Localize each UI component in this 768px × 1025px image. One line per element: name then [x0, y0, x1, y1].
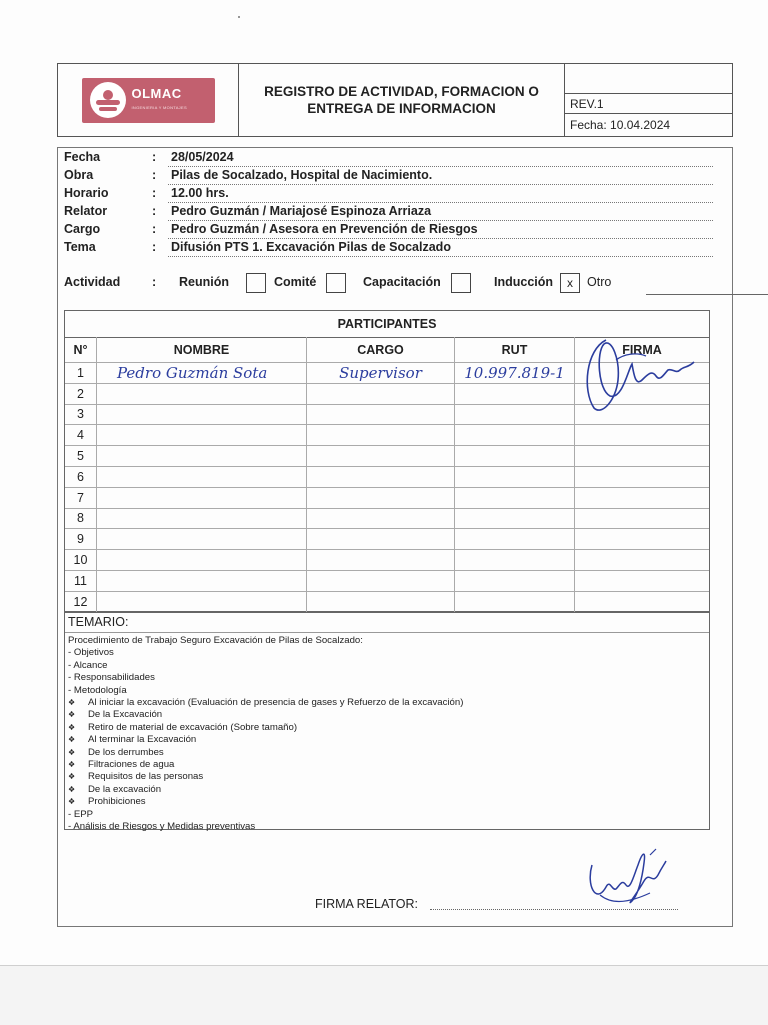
cell-number: 6: [65, 467, 97, 487]
cell-number: 12: [65, 592, 97, 613]
cell-cargo[interactable]: [307, 467, 455, 487]
info-label: Relator: [64, 204, 108, 218]
comite-label: Comité: [274, 275, 317, 289]
activity-label: Actividad: [64, 275, 121, 289]
table-row: [65, 550, 709, 571]
logo-text: OLMAC: [131, 85, 182, 101]
cell-nombre[interactable]: [97, 509, 307, 529]
info-label: Obra: [64, 168, 94, 182]
temario-item: ❖ Retiro de material de excavación (Sobre tamaño): [68, 722, 463, 734]
header-cell-rut: RUT: [455, 337, 575, 362]
cell-firma[interactable]: [575, 571, 709, 591]
revision-number: REV.1: [565, 94, 732, 114]
cell-cargo[interactable]: [307, 550, 455, 570]
info-row-tema: [64, 240, 714, 258]
temario-item: - Análisis de Riesgos y Medidas preventivas: [68, 821, 256, 833]
temario-item: ❖ Prohibiciones: [68, 796, 463, 808]
cell-cargo[interactable]: [307, 384, 455, 404]
info-colon: :: [152, 240, 157, 254]
temario-item: ❖ Al terminar la Excavación: [68, 734, 463, 746]
table-row: [65, 467, 709, 488]
temario-item: Procedimiento de Trabajo Seguro Excavación de Pilas de Socalzado:: [68, 635, 363, 646]
table-row: [65, 592, 709, 613]
cell-number: 1: [65, 363, 97, 383]
table-row: [65, 488, 709, 509]
logo-cell: [58, 64, 239, 136]
cell-rut[interactable]: [455, 509, 575, 529]
form-title: [239, 64, 565, 136]
info-value: 12.00 hrs.: [171, 186, 229, 200]
info-row-fecha: [64, 150, 714, 168]
cell-cargo[interactable]: [307, 592, 455, 613]
cell-cargo[interactable]: Supervisor: [307, 363, 455, 383]
reunion-label: Reunión: [179, 275, 229, 289]
cell-cargo[interactable]: [307, 405, 455, 425]
table-row: [65, 529, 709, 550]
info-value: Difusión PTS 1. Excavación Pilas de Socalzado: [171, 240, 451, 254]
cell-cargo[interactable]: [307, 509, 455, 529]
temario-item: ❖ De los derrumbes: [68, 747, 463, 759]
cell-firma[interactable]: [575, 467, 709, 487]
firma-relator-label: FIRMA RELATOR:: [315, 897, 419, 911]
temario-item: ❖ De la excavación: [68, 784, 463, 796]
temario-item: ❖ Al iniciar la excavación (Evaluación de presencia de gases y Refuerzo de la excavación): [68, 697, 463, 709]
cell-nombre[interactable]: [97, 425, 307, 445]
cell-number: 7: [65, 488, 97, 508]
cell-number: 4: [65, 425, 97, 445]
temario-item: - Alcance: [68, 659, 108, 671]
info-value: Pedro Guzmán / Asesora en Prevención de Riesgos: [171, 222, 478, 236]
cell-firma[interactable]: [575, 550, 709, 570]
participants-title: PARTICIPANTES: [65, 311, 709, 338]
cell-number: 8: [65, 509, 97, 529]
cell-number: 2: [65, 384, 97, 404]
otro-line: [646, 294, 768, 295]
cell-rut[interactable]: 10.997.819-1: [455, 363, 575, 383]
logo-emblem: [90, 82, 126, 118]
form-title-line1: REGISTRO DE ACTIVIDAD, FORMACION O: [264, 84, 539, 99]
cell-number: 11: [65, 571, 97, 591]
info-value: Pilas de Socalzado, Hospital de Nacimiento.: [171, 168, 433, 182]
info-colon: :: [152, 204, 157, 218]
comite-checkbox[interactable]: [326, 273, 346, 293]
cell-rut[interactable]: [455, 405, 575, 425]
capacitacion-label: Capacitación: [363, 275, 441, 289]
cell-firma[interactable]: [575, 488, 709, 508]
cell-cargo[interactable]: [307, 488, 455, 508]
temario-item: - Objetivos: [68, 647, 114, 659]
induccion-label: Inducción: [494, 275, 554, 289]
info-label: Fecha: [64, 150, 101, 164]
reunion-checkbox[interactable]: [246, 273, 266, 293]
temario-item: - Metodología: [68, 684, 127, 696]
info-row-relator: [64, 204, 714, 222]
cell-nombre[interactable]: [97, 405, 307, 425]
otro-label: Otro: [587, 275, 612, 289]
info-row-horario: [64, 186, 714, 204]
info-value: Pedro Guzmán / Mariajosé Espinoza Arriaza: [171, 204, 432, 218]
header-cell-number: N°: [65, 337, 97, 362]
cell-rut[interactable]: [455, 592, 575, 613]
olmac-logo: [82, 78, 215, 123]
revision-date: Fecha: 10.04.2024: [570, 118, 671, 132]
temario-item: ❖ De la Excavación: [68, 709, 463, 721]
temario-item: ❖ Filtraciones de agua: [68, 759, 463, 771]
cell-cargo[interactable]: [307, 571, 455, 591]
relator-signature: [580, 835, 670, 915]
temario-item: - EPP: [68, 808, 94, 820]
cell-rut[interactable]: [455, 425, 575, 445]
cell-nombre[interactable]: Pedro Guzmán Sota: [97, 363, 307, 383]
cell-rut[interactable]: [455, 446, 575, 466]
cell-firma[interactable]: [575, 592, 709, 613]
cell-firma[interactable]: [575, 529, 709, 549]
cell-firma[interactable]: [575, 446, 709, 466]
participant-signature: [576, 330, 702, 416]
activity-colon: :: [152, 275, 157, 289]
temario-box: [64, 612, 710, 833]
induccion-checkbox[interactable]: x: [560, 273, 580, 293]
temario-item: ❖ Requisitos de las personas: [68, 771, 463, 783]
temario-heading: TEMARIO:: [68, 615, 129, 629]
info-colon: :: [152, 186, 157, 200]
cell-cargo[interactable]: [307, 425, 455, 445]
cell-nombre[interactable]: [97, 384, 307, 404]
revision-blank: [565, 64, 732, 94]
temario-list: [68, 635, 463, 834]
cell-number: 9: [65, 529, 97, 549]
scan-background: [0, 965, 768, 1025]
info-value: 28/05/2024: [171, 150, 234, 164]
info-label: Horario: [64, 186, 109, 200]
activity-row: [64, 273, 710, 295]
cell-rut[interactable]: [455, 488, 575, 508]
logo-subtext: INGENIERIA Y MONTAJES: [131, 104, 187, 110]
cell-nombre[interactable]: [97, 571, 307, 591]
info-colon: :: [152, 150, 157, 164]
header-cell-nombre: NOMBRE: [97, 337, 307, 362]
cell-nombre[interactable]: [97, 550, 307, 570]
cell-number: 5: [65, 446, 97, 466]
capacitacion-checkbox[interactable]: [451, 273, 471, 293]
info-row-obra: [64, 168, 714, 186]
cell-rut[interactable]: [455, 467, 575, 487]
table-row: [65, 425, 709, 446]
scan-speck: [238, 16, 240, 18]
header-cell-firma: FIRMA: [622, 342, 662, 357]
cell-rut[interactable]: [455, 550, 575, 570]
cell-nombre[interactable]: [97, 529, 307, 549]
form-header: [57, 63, 733, 137]
temario-item: - Responsabilidades: [68, 672, 155, 684]
cell-cargo[interactable]: [307, 529, 455, 549]
info-row-cargo: [64, 222, 714, 240]
cell-firma[interactable]: [575, 509, 709, 529]
info-label: Tema: [64, 240, 96, 254]
cell-nombre[interactable]: [97, 467, 307, 487]
revision-cell: [565, 64, 732, 136]
cell-nombre[interactable]: [97, 446, 307, 466]
info-colon: :: [152, 168, 157, 182]
table-row: [65, 446, 709, 467]
form-title-line2: ENTREGA DE INFORMACION: [307, 101, 496, 116]
cell-rut[interactable]: [455, 529, 575, 549]
cell-firma[interactable]: [575, 425, 709, 445]
cell-rut[interactable]: [455, 571, 575, 591]
table-row: [65, 509, 709, 530]
cell-nombre[interactable]: [97, 488, 307, 508]
info-colon: :: [152, 222, 157, 236]
table-row: [65, 571, 709, 592]
cell-nombre[interactable]: [97, 592, 307, 613]
header-cell-cargo: CARGO: [307, 337, 455, 362]
cell-number: 10: [65, 550, 97, 570]
cell-number: 3: [65, 405, 97, 425]
cell-rut[interactable]: [455, 384, 575, 404]
info-label: Cargo: [64, 222, 101, 236]
cell-cargo[interactable]: [307, 446, 455, 466]
